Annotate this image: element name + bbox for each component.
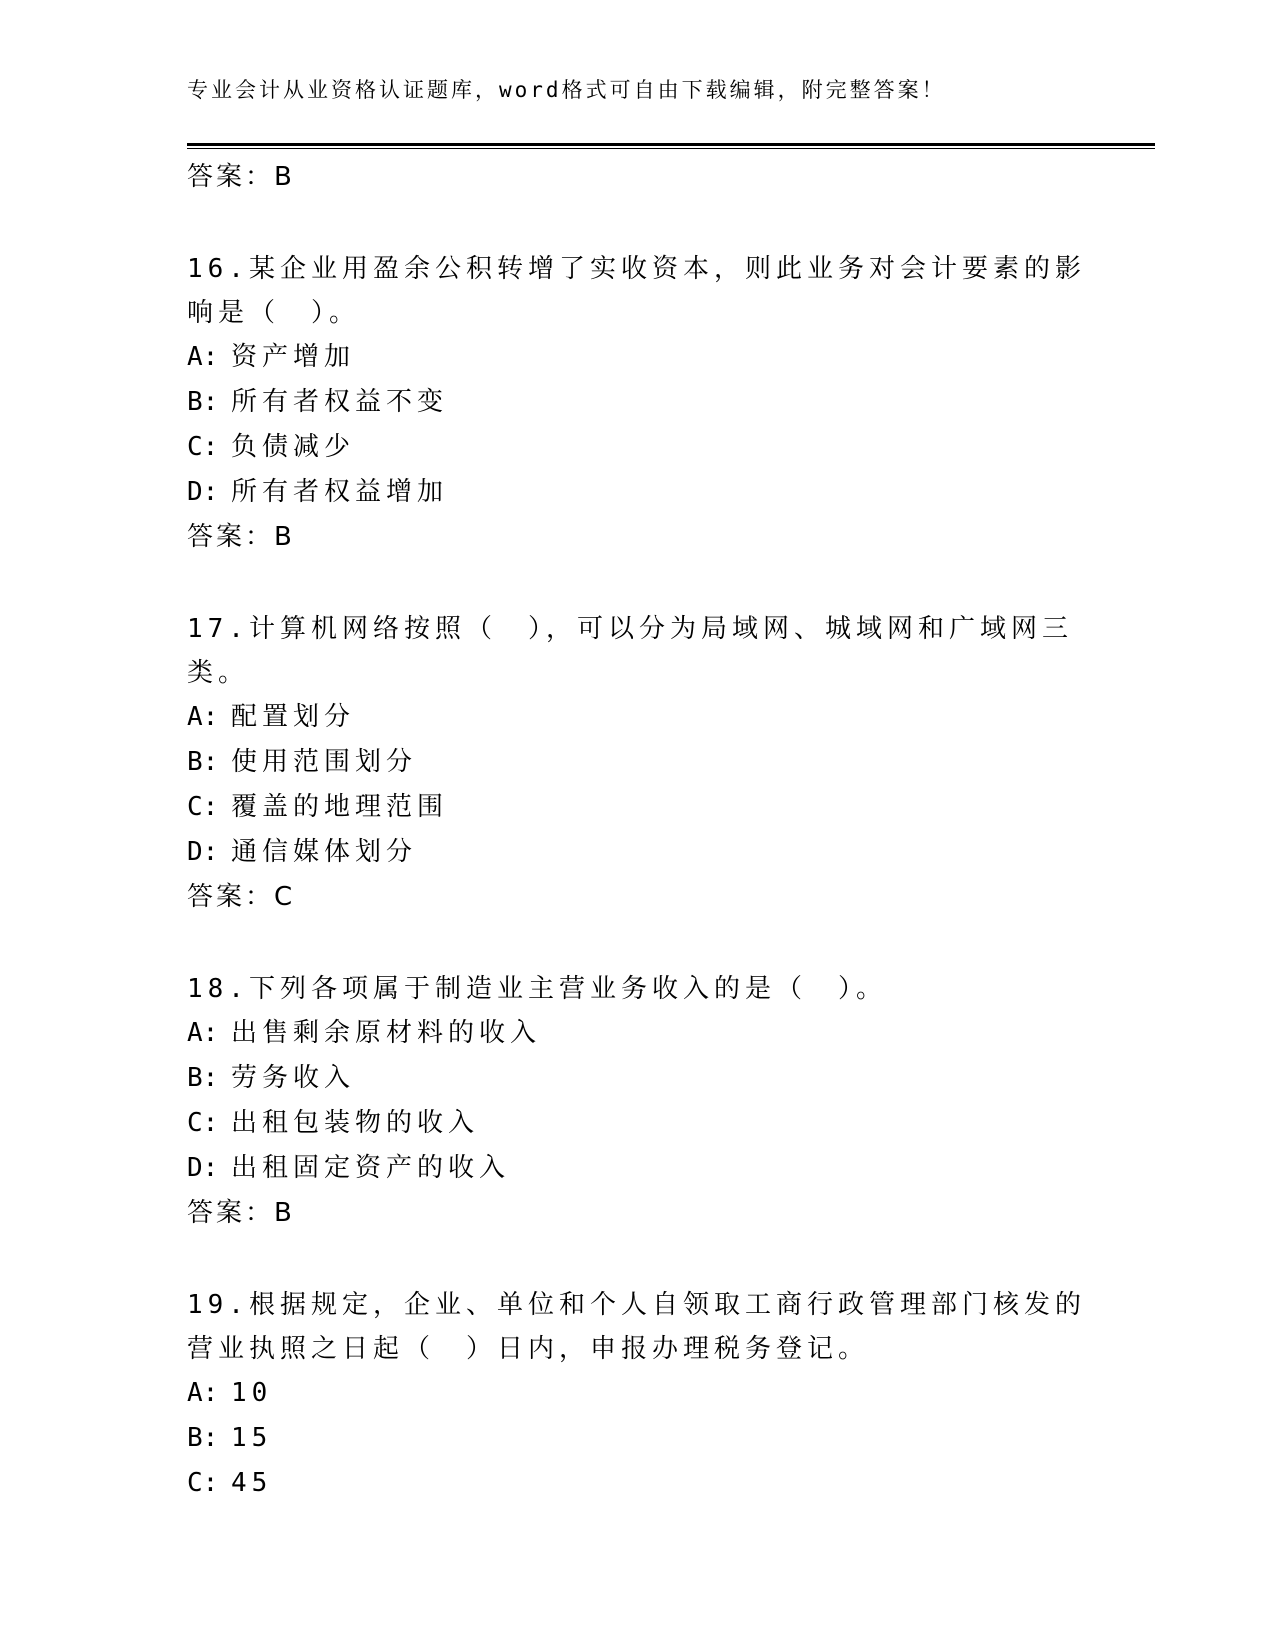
option-c xyxy=(187,785,1087,830)
option-letter: B: xyxy=(187,1063,219,1093)
option-letter: D: xyxy=(187,837,219,867)
option-a xyxy=(187,335,1087,380)
option-d xyxy=(187,470,1087,515)
option-text: 出售剩余原材料的收入 xyxy=(231,1018,542,1048)
previous-answer: 答案：B xyxy=(187,162,295,192)
option-letter: B: xyxy=(187,747,219,777)
question-stem: 17.计算机网络按照（ ），可以分为局域网、城域网和广域网三类。 xyxy=(187,614,1073,688)
question-stem: 16.某企业用盈余公积转增了实收资本，则此业务对会计要素的影响是（ ）。 xyxy=(187,254,1086,328)
option-b xyxy=(187,1056,1087,1101)
option-a xyxy=(187,1011,1087,1056)
option-letter: C: xyxy=(187,1468,219,1498)
question-18 xyxy=(187,967,1087,1235)
question-16 xyxy=(187,247,1087,559)
option-letter: A: xyxy=(187,342,219,372)
question-17 xyxy=(187,607,1087,919)
header-rule-thin xyxy=(187,148,1155,149)
option-letter: A: xyxy=(187,1018,219,1048)
option-text: 通信媒体划分 xyxy=(231,837,418,867)
answer: 答案：B xyxy=(187,522,295,552)
option-d xyxy=(187,830,1087,875)
answer: 答案：C xyxy=(187,882,296,912)
option-text: 45 xyxy=(231,1468,273,1498)
option-b xyxy=(187,740,1087,785)
question-stem: 18.下列各项属于制造业主营业务收入的是（ ）。 xyxy=(187,974,887,1004)
header-rule-thick xyxy=(187,143,1155,146)
option-letter: B: xyxy=(187,387,219,417)
option-letter: C: xyxy=(187,1108,219,1138)
option-text: 出租固定资产的收入 xyxy=(231,1153,511,1183)
option-text: 出租包装物的收入 xyxy=(231,1108,480,1138)
option-c xyxy=(187,1101,1087,1146)
option-a xyxy=(187,1371,1087,1416)
option-c xyxy=(187,1461,1087,1506)
option-text: 劳务收入 xyxy=(231,1063,356,1093)
option-text: 配置划分 xyxy=(231,702,356,732)
option-b xyxy=(187,1416,1087,1461)
option-letter: C: xyxy=(187,432,219,462)
answer: 答案：B xyxy=(187,1198,295,1228)
option-letter: D: xyxy=(187,477,219,507)
question-19 xyxy=(187,1283,1087,1506)
option-a xyxy=(187,695,1087,740)
option-d xyxy=(187,1146,1087,1191)
option-letter: A: xyxy=(187,702,219,732)
page-header: 专业会计从业资格认证题库，word格式可自由下载编辑，附完整答案！ xyxy=(187,78,946,102)
option-text: 负债减少 xyxy=(231,432,356,462)
option-text: 15 xyxy=(231,1423,273,1453)
option-letter: D: xyxy=(187,1153,219,1183)
option-letter: B: xyxy=(187,1423,219,1453)
option-text: 覆盖的地理范围 xyxy=(231,792,449,822)
option-b xyxy=(187,380,1087,425)
option-letter: A: xyxy=(187,1378,219,1408)
option-letter: C: xyxy=(187,792,219,822)
question-stem: 19.根据规定，企业、单位和个人自领取工商行政管理部门核发的营业执照之日起（ ）日内，申报办理税务登记。 xyxy=(187,1290,1086,1364)
option-c xyxy=(187,425,1087,470)
option-text: 所有者权益增加 xyxy=(231,477,449,507)
option-text: 使用范围划分 xyxy=(231,747,418,777)
option-text: 所有者权益不变 xyxy=(231,387,449,417)
option-text: 资产增加 xyxy=(231,342,356,372)
question-list xyxy=(187,155,1087,1506)
option-text: 10 xyxy=(231,1378,273,1408)
